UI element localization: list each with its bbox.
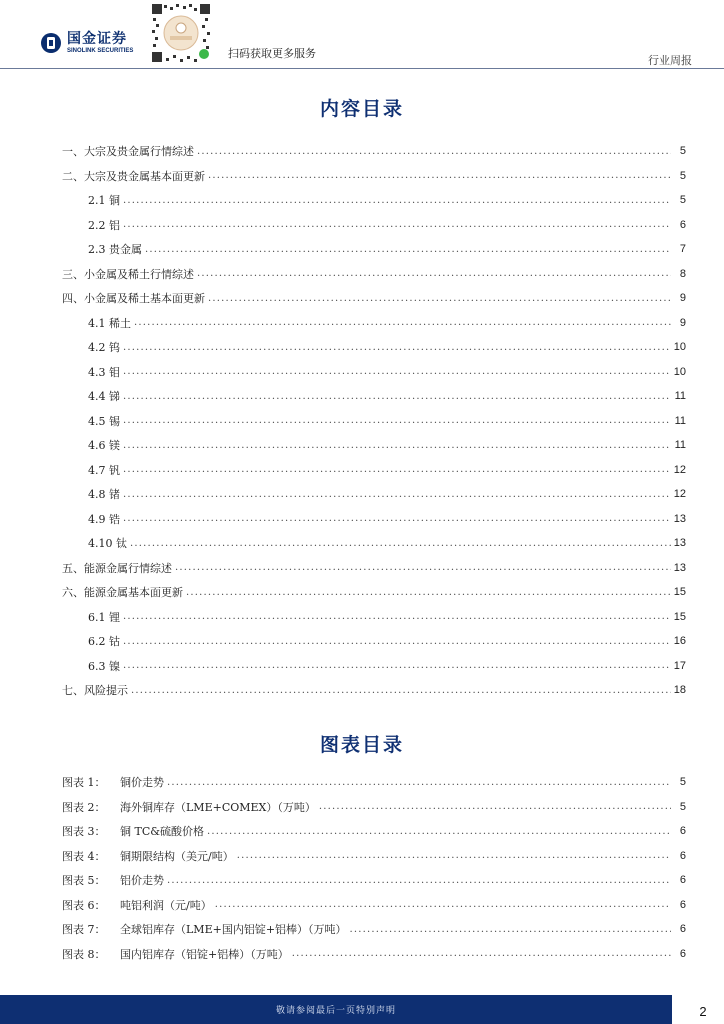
toc-entry[interactable] — [0, 262, 724, 287]
toc-entry-page: 10 — [673, 341, 686, 354]
toc-leader-dots — [123, 195, 671, 206]
toc-entry-label: 4.4 锑 — [88, 390, 120, 404]
toc-entry[interactable] — [0, 629, 724, 654]
toc-entry[interactable] — [0, 580, 724, 605]
page-number: 2 — [682, 999, 724, 1024]
figure-number: 图表 4： — [62, 849, 106, 863]
figure-title: 全球铝库存（LME+国内铝锭+铝棒）（万吨） — [120, 923, 347, 937]
figure-leader-dots — [237, 850, 671, 861]
figure-number: 图表 5： — [62, 874, 106, 888]
toc-entry[interactable] — [0, 458, 724, 483]
toc-entry-page: 11 — [674, 390, 686, 403]
figure-leader-dots — [207, 826, 671, 837]
figure-number: 图表 7： — [62, 923, 106, 937]
toc-entry-page: 6 — [679, 218, 686, 231]
toc-entry[interactable] — [0, 164, 724, 189]
toc-entry[interactable] — [0, 678, 724, 703]
figure-page: 6 — [679, 825, 686, 838]
toc-leader-dots — [130, 538, 671, 549]
toc-entry-page: 16 — [673, 635, 686, 648]
logo-english-name: SINOLINK SECURITIES — [67, 48, 134, 54]
toc-entry-label: 6.1 锂 — [88, 610, 120, 624]
figure-entry[interactable] — [0, 795, 724, 820]
figure-leader-dots — [292, 948, 671, 959]
toc-leader-dots — [208, 293, 671, 304]
toc-entry[interactable] — [0, 213, 724, 238]
toc-entry-page: 8 — [679, 267, 686, 280]
toc-entry-label: 4.5 锡 — [88, 414, 120, 428]
toc-leader-dots — [123, 660, 671, 671]
toc-entry-label: 4.3 钼 — [88, 365, 120, 379]
figure-leader-dots — [167, 875, 671, 886]
figure-page: 5 — [679, 800, 686, 813]
toc-entry-label: 4.9 锆 — [88, 512, 120, 526]
footer-disclaimer: 敬请参阅最后一页特别声明 — [275, 1006, 396, 1016]
toc-leader-dots — [123, 391, 671, 402]
toc-entry[interactable] — [0, 237, 724, 262]
toc-leader-dots — [131, 685, 671, 696]
toc-entry-page: 5 — [679, 194, 686, 207]
toc-leader-dots — [123, 342, 671, 353]
toc-leader-dots — [145, 244, 671, 255]
figure-entry[interactable] — [0, 893, 724, 918]
toc-leader-dots — [186, 587, 671, 598]
figure-title: 铜期限结构（美元/吨） — [120, 849, 234, 863]
figure-page: 6 — [679, 849, 686, 862]
qr-code-icon[interactable] — [150, 2, 212, 64]
toc-leader-dots — [134, 317, 671, 328]
toc-leader-dots — [123, 464, 671, 475]
toc-leader-dots — [123, 440, 671, 451]
figure-page: 6 — [679, 874, 686, 887]
table-of-contents — [0, 139, 724, 703]
figure-entry[interactable] — [0, 844, 724, 869]
toc-entry-label: 2.1 铜 — [88, 194, 120, 208]
figure-number: 图表 3： — [62, 825, 106, 839]
toc-entry-page: 11 — [674, 414, 686, 427]
figure-page: 6 — [679, 898, 686, 911]
figure-leader-dots — [350, 924, 671, 935]
scan-service-text: 扫码获取更多服务 — [228, 47, 316, 60]
toc-leader-dots — [123, 489, 671, 500]
toc-entry[interactable] — [0, 654, 724, 679]
toc-entry-page: 17 — [673, 659, 686, 672]
figure-entry[interactable] — [0, 942, 724, 967]
figure-title: 铝价走势 — [120, 874, 164, 888]
figure-title: 吨铝利润（元/吨） — [120, 898, 212, 912]
toc-entry-page: 9 — [679, 292, 686, 305]
toc-entry-label: 4.8 锗 — [88, 488, 120, 502]
figure-page: 6 — [679, 923, 686, 936]
toc-leader-dots — [123, 219, 671, 230]
toc-entry-label: 四、小金属及稀土基本面更新 — [62, 292, 205, 306]
toc-leader-dots — [208, 170, 671, 181]
sinolink-logo-icon — [40, 32, 62, 54]
toc-entry-page: 12 — [673, 463, 686, 476]
toc-entry-page: 15 — [673, 586, 686, 599]
toc-entry-label: 4.2 钨 — [88, 341, 120, 355]
figure-entry[interactable] — [0, 868, 724, 893]
toc-entry-label: 2.3 贵金属 — [88, 243, 142, 257]
figure-title: 海外铜库存（LME+COMEX）（万吨） — [120, 800, 316, 814]
logo-chinese-name: 国金证券 — [67, 31, 127, 47]
toc-leader-dots — [123, 415, 671, 426]
toc-entry[interactable] — [0, 556, 724, 581]
toc-entry-label: 六、能源金属基本面更新 — [62, 586, 183, 600]
toc-entry-label: 七、风险提示 — [62, 684, 128, 698]
toc-entry[interactable] — [0, 335, 724, 360]
toc-entry-page: 5 — [679, 169, 686, 182]
figure-title: 铜 TC&硫酸价格 — [120, 825, 205, 839]
header-divider — [0, 68, 724, 69]
toc-entry-page: 13 — [673, 512, 686, 525]
figure-entry[interactable] — [0, 917, 724, 942]
figure-page: 5 — [679, 776, 686, 789]
figure-entry[interactable] — [0, 819, 724, 844]
toc-entry[interactable] — [0, 360, 724, 385]
toc-entry-label: 6.2 钴 — [88, 635, 120, 649]
toc-leader-dots — [197, 268, 671, 279]
toc-entry-label: 4.7 钒 — [88, 463, 120, 477]
toc-leader-dots — [197, 146, 671, 157]
toc-entry[interactable] — [0, 433, 724, 458]
toc-entry-page: 7 — [679, 243, 686, 256]
toc-entry[interactable] — [0, 311, 724, 336]
toc-leader-dots — [175, 562, 671, 573]
figure-leader-dots — [215, 899, 671, 910]
figure-title: 国内铝库存（铝锭+铝棒）（万吨） — [120, 947, 289, 961]
figure-number: 图表 1： — [62, 776, 106, 790]
toc-entry[interactable] — [0, 286, 724, 311]
company-logo — [40, 32, 133, 54]
toc-entry-label: 一、大宗及贵金属行情综述 — [62, 145, 194, 159]
toc-leader-dots — [123, 366, 671, 377]
toc-entry-page: 12 — [673, 488, 686, 501]
figure-leader-dots — [319, 801, 671, 812]
toc-entry-label: 4.6 镁 — [88, 439, 120, 453]
toc-title: 内容目录 — [319, 98, 404, 120]
figure-leader-dots — [167, 777, 671, 788]
toc-entry-label: 4.1 稀土 — [88, 316, 131, 330]
figure-list — [0, 770, 724, 966]
toc-entry-page: 5 — [679, 145, 686, 158]
toc-entry-label: 2.2 铝 — [88, 218, 120, 232]
toc-entry[interactable] — [0, 384, 724, 409]
toc-entry-page: 15 — [673, 610, 686, 623]
toc-entry-page: 9 — [679, 316, 686, 329]
figure-title: 铜价走势 — [120, 776, 164, 790]
toc-entry[interactable] — [0, 188, 724, 213]
toc-entry-page: 13 — [673, 537, 686, 550]
page-header — [0, 0, 724, 70]
toc-entry[interactable] — [0, 139, 724, 164]
toc-leader-dots — [123, 611, 671, 622]
figures-title: 图表目录 — [319, 734, 404, 756]
toc-entry[interactable] — [0, 605, 724, 630]
toc-entry[interactable] — [0, 507, 724, 532]
toc-entry-label: 6.3 镍 — [88, 659, 120, 673]
figure-number: 图表 8： — [62, 947, 106, 961]
figure-number: 图表 2： — [62, 800, 106, 814]
toc-entry[interactable] — [0, 409, 724, 434]
figure-page: 6 — [679, 947, 686, 960]
toc-entry-label: 三、小金属及稀土行情综述 — [62, 267, 194, 281]
toc-entry-page: 11 — [674, 439, 686, 452]
toc-entry-page: 10 — [673, 365, 686, 378]
figure-entry[interactable] — [0, 770, 724, 795]
toc-entry[interactable] — [0, 531, 724, 556]
toc-entry-page: 13 — [673, 561, 686, 574]
toc-entry-label: 二、大宗及贵金属基本面更新 — [62, 169, 205, 183]
toc-leader-dots — [123, 636, 671, 647]
toc-entry-label: 五、能源金属行情综述 — [62, 561, 172, 575]
toc-entry-page: 18 — [673, 684, 686, 697]
toc-leader-dots — [123, 513, 671, 524]
toc-entry-label: 4.10 钛 — [88, 537, 127, 551]
figure-number: 图表 6： — [62, 898, 106, 912]
report-type-label: 行业周报 — [648, 54, 692, 67]
toc-entry[interactable] — [0, 482, 724, 507]
